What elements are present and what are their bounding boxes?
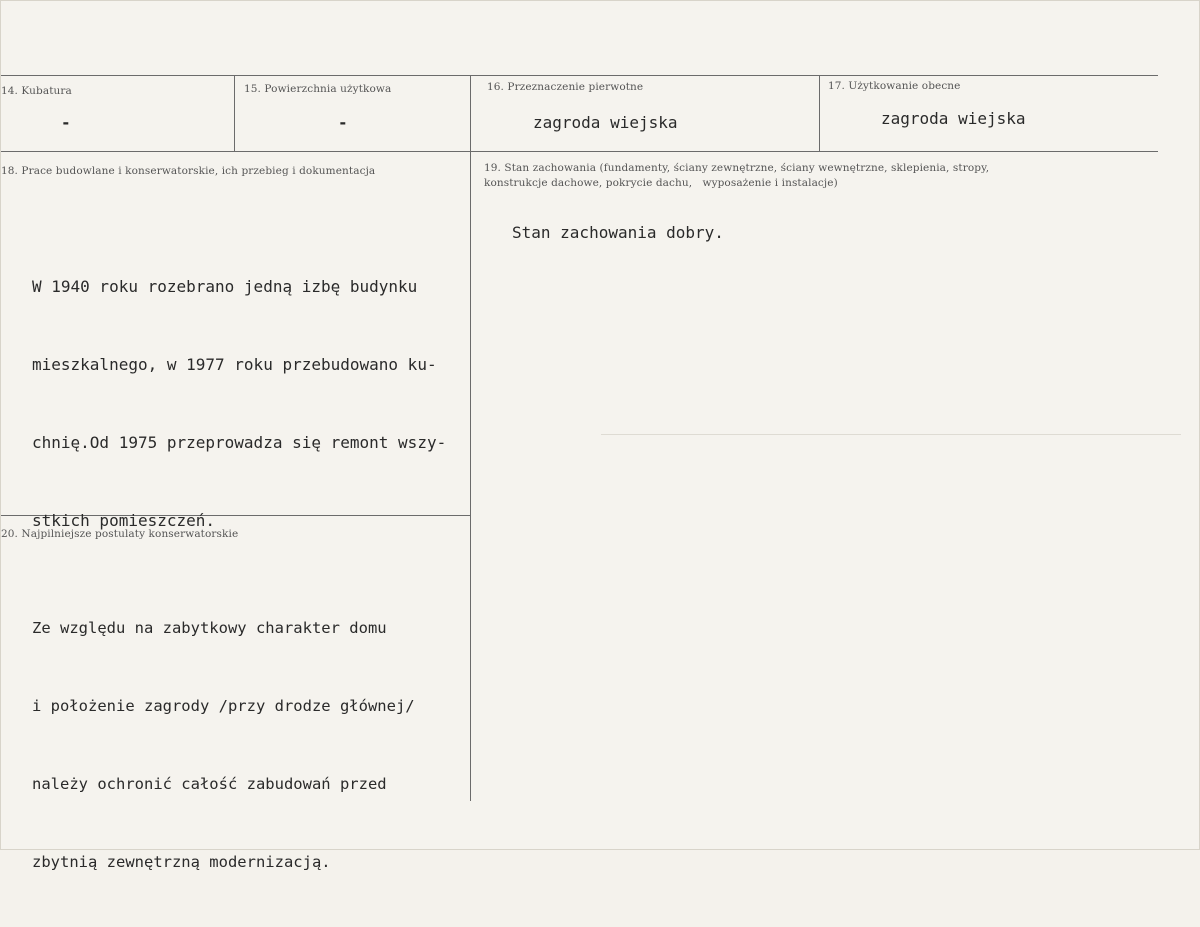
field-20-line-2: i położenie zagrody /przy drodze głównej/ [32,697,415,715]
field-18-line-4: stkich pomieszczeń. [32,511,216,530]
top-rule [1,75,1158,76]
field-20-text [32,563,415,927]
field-19-value: Stan zachowania dobry. [512,223,724,242]
field-18-line-2: mieszkalnego, w 1977 roku przebudowano ku- [32,355,437,374]
field-20-line-3: należy ochronić całość zabudowań przed [32,775,387,793]
field-19-label-line-2: konstrukcje dachowe, pokrycie dachu, wyposażenie i instalacje) [484,177,838,189]
field-17-label: 17. Użytkowanie obecne [828,80,961,92]
field-15-label: 15. Powierzchnia użytkowa [244,83,392,95]
field-19-label-line-1: 19. Stan zachowania (fundamenty, ściany zewnętrzne, ściany wewnętrzne, sklepienia, stropy, [484,162,990,174]
field-20-line-1: Ze względu na zabytkowy charakter domu [32,619,387,637]
field-14-value: - [61,113,71,132]
field-16-value: zagroda wiejska [533,113,678,132]
field-19-label [484,161,989,191]
divider-16-17 [819,76,820,151]
field-18-label: 18. Prace budowlane i konserwatorskie, ich przebieg i dokumentacja [1,165,376,177]
field-18-line-3: chnię.Od 1975 przeprowadza się remont wszy- [32,433,447,452]
field-15-value: - [338,113,348,132]
divider-15-16 [470,76,471,801]
header-row-bottom-rule [1,151,1158,152]
field-17-value: zagroda wiejska [881,109,1026,128]
divider-14-15 [234,76,235,151]
field-20-label: 20. Najpilniejsze postulaty konserwatorskie [1,528,239,540]
field-16-label: 16. Przeznaczenie pierwotne [487,81,644,93]
field-20-line-4: zbytnią zewnętrzną modernizacją. [32,853,331,871]
field-18-line-1: W 1940 roku rozebrano jedną izbę budynku [32,277,418,296]
faint-dashed-line [601,434,1181,435]
field-14-label: 14. Kubatura [1,85,72,97]
